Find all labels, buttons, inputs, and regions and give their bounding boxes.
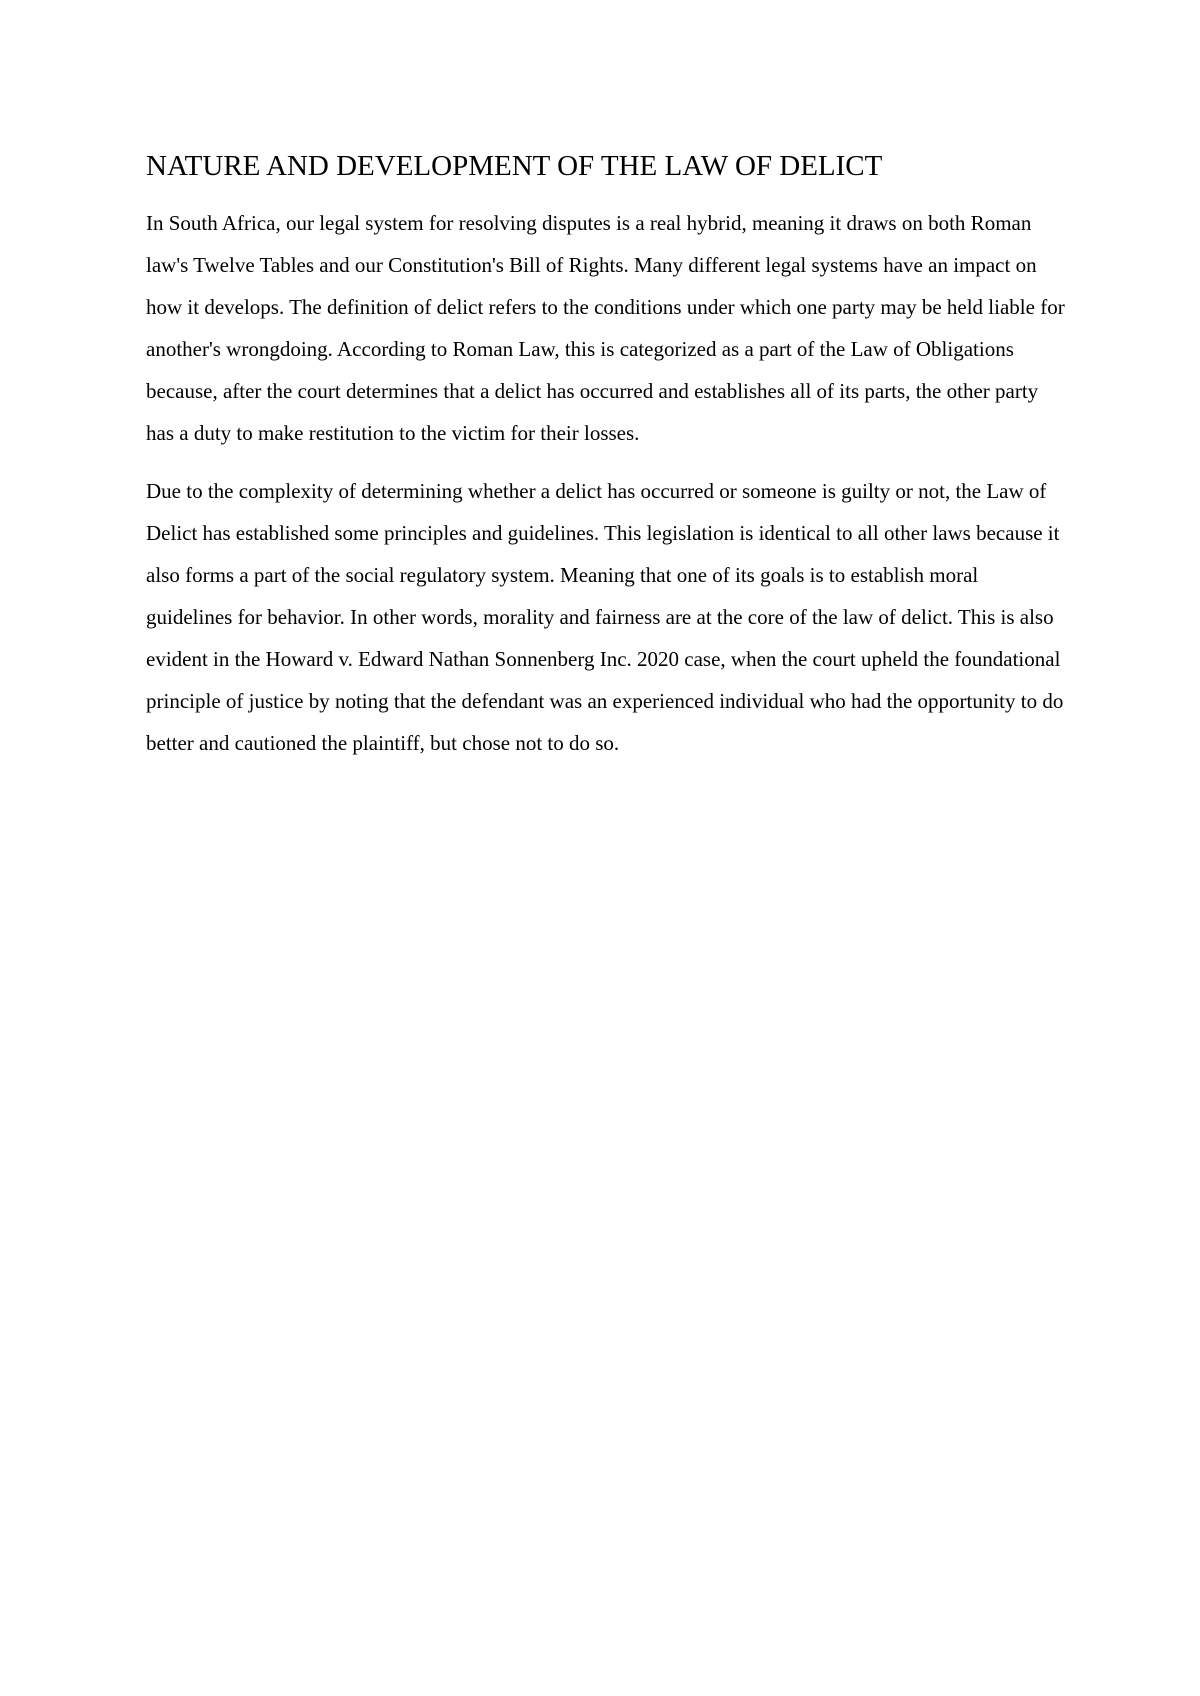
document-title: NATURE AND DEVELOPMENT OF THE LAW OF DELICT — [146, 150, 883, 182]
paragraph-2: Due to the complexity of determining whether a delict has occurred or someone is guilty or not, the Law of Delict has established some principles and guidelines. This legislation is identical to all other laws because it also forms a part of the social regulatory system. Meaning that one of its goals is to establish moral guidelines for behavior. In other words, morality and fairness are at the core of the law of delict. This is also evident in the Howard v. Edward Nathan Sonnenberg Inc. 2020 case, when the court upheld the foundational principle of justice by noting that the defendant was an experienced individual who had the opportunity to do better and cautioned the plaintiff, but chose not to do so. — [146, 479, 1064, 755]
document-body — [146, 148, 1066, 780]
paragraph-1: In South Africa, our legal system for resolving disputes is a real hybrid, meaning it draws on both Roman law's Twelve Tables and our Constitution's Bill of Rights. Many different legal systems have an impact on how it develops. The definition of delict refers to the conditions under which one party may be held liable for another's wrongdoing. According to Roman Law, this is categorized as a part of the Law of Obligations because, after the court determines that a delict has occurred and establishes all of its parts, the other party has a duty to make restitution to the victim for their losses. — [146, 211, 1065, 445]
